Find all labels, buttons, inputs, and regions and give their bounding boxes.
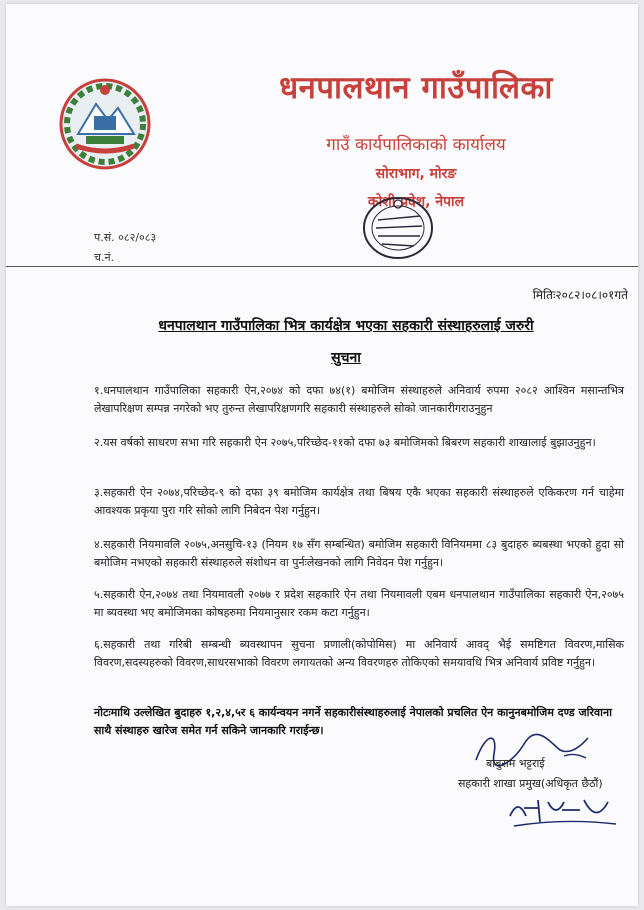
header-divider xyxy=(6,266,638,267)
province-name: कोशी प्रदेश, नेपाल xyxy=(367,194,465,210)
office-name: गाउँ कार्यपालिकाको कार्यालय xyxy=(326,135,506,155)
office-stamp xyxy=(348,190,448,266)
dispatch-number: च.नं. xyxy=(94,251,115,264)
subject-line-1: धनपालथान गाउँपालिका भित्र कार्यक्षेत्र भएका सहकारी संस्थाहरुलाई जरुरी xyxy=(158,318,534,334)
subject-line-2: सुचना xyxy=(331,350,361,366)
letter-date: मितिः२०८२।०८।०१गते xyxy=(532,288,628,302)
notice-item-4: ४.सहकारी नियमावलि २०७५,अनसुचि-१३ (नियम १७ सँग सम्बन्धित) बमोजिम सहकारी विनियममा ८३ बुदाहरु ब्यबस्था भएको हुदा सो बमोजिम नभएको सहकारी संस्थाहरुले संशोधन वा पुर्नःलेखनको लागि निवेदन पेश गर्नुहुन। xyxy=(94,538,624,569)
notice-item-6: ६.सहकारी तथा गरिबी सम्बन्धी ब्यवस्थापन सुचना प्रणाली(कोपोमिस) मा अनिवार्य आवद् भैई समष्टिगत विवरण,मासिक विवरण,सदस्यहरुको विवरण,साधरसभाको विवरण लगायतको अन्य विवरणहरु तोकिएको समयावधि भित्र अनिवार्य प्रविष्ट गर्नुहुन। xyxy=(94,638,624,669)
letter-number: प.सं. ०८२/०८३ xyxy=(94,231,157,244)
signatory-name: बाबुराम भट्टराई xyxy=(486,757,545,770)
municipality-title: धनपालथान गाउँपालिका xyxy=(279,70,553,106)
notice-item-3: ३.सहकारी ऐन २०७४,परिच्छेद-९ को दफा ३९ बमोजिम कार्यक्षेत्र तथा बिषय एकै भएका सहकारी संस्थाहरुले एकिकरण गर्न चाहेमा आवश्यक प्रकृया पुरा गरि सोको लागि निबेदन पेश गर्नुहुन। xyxy=(94,486,624,517)
signatory-title: सहकारी शाखा प्रमुख(अधिकृत छैठौं) xyxy=(458,777,603,790)
notice-item-2: २.यस वर्षको साधरण सभा गरि सहकारी ऐन २०७५,परिच्छेद-११को दफा ७३ बमोजिमको बिबरण सहकारी शाखालाई बुझाउनुहुन। xyxy=(94,436,596,449)
document-page xyxy=(6,4,638,906)
warning-note: नोटःमाथि उल्लेखित बुदाहरु १,२,४,५र ६ कार्यन्वयन नगर्ने सहकारीसंस्थाहरुलाई नेपालको प्रचलित ऐन कानुनबमोजिम दण्ड जरिवाना साथै संस्थाहरु खारेज समेत गर्न सकिने जानकारि गराईन्छ। xyxy=(94,706,612,737)
notice-item-1: १.धनपालथान गाउँपालिका सहकारी ऐन,२०७४ को दफा ७४(१) बमोजिम संस्थाहरुले अनिवार्य रुपमा २०८२ आश्विन मसान्तभित्र लेखापरिक्षण सम्पन्न नगरेको भए तुरुन्त लेखापरिक्षणगरि सहकारी संस्थाहरुले सोको जानकारीगराउनुहुन xyxy=(94,384,624,415)
office-location: सोराभाग, मोरङ xyxy=(375,166,457,182)
handwritten-designation xyxy=(504,788,624,832)
notice-item-5: ५.सहकारी ऐन,२०७४ तथा नियमावली २०७७ र प्रदेश सहकारि ऐन तथा नियमावली एबम धनपालथान गाउँपालिका सहकारी ऐन,२०७५ मा ब्यवस्था भए बमोजिमका कोषहरुमा नियमानुसार रकम कटा गर्नुहुन। xyxy=(94,588,624,619)
nepal-government-emblem xyxy=(56,74,154,174)
